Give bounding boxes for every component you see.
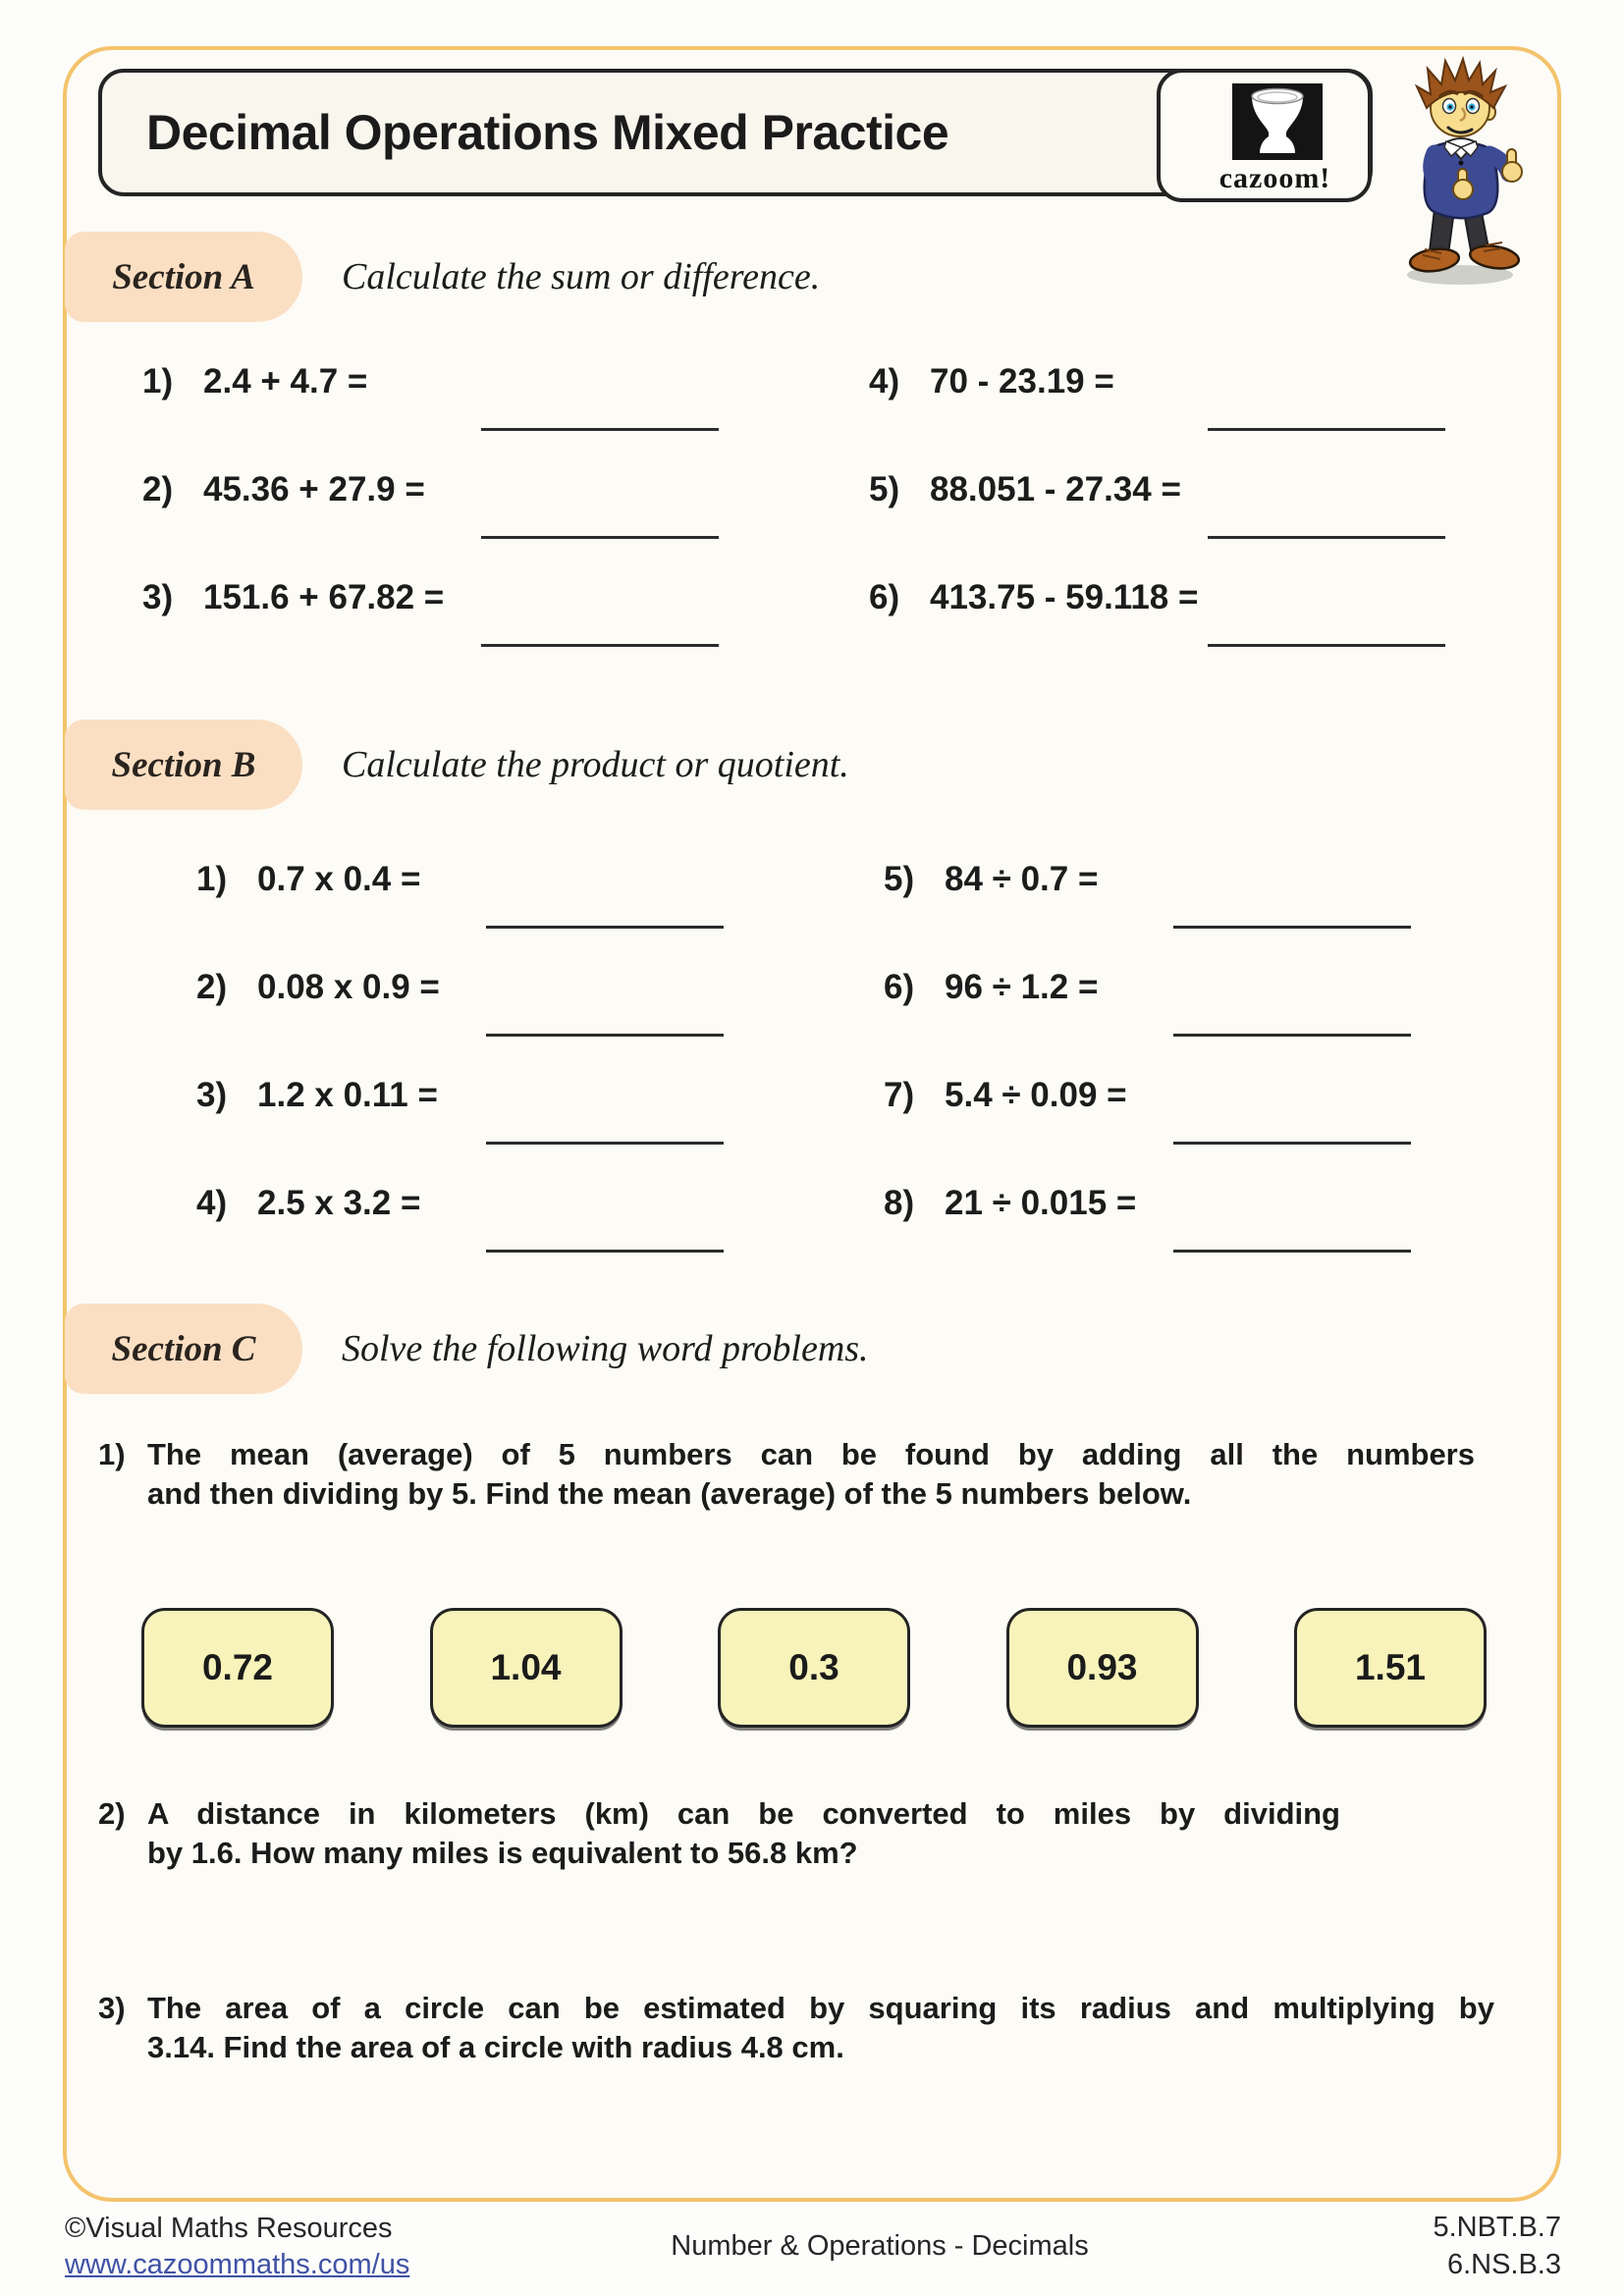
problem-b-4	[98, 1183, 785, 1253]
section-b-instruction: Calculate the product or quotient.	[342, 744, 849, 785]
problem-a-6	[825, 577, 1551, 647]
problem-number: 4)	[869, 362, 900, 400]
section-a	[65, 232, 1560, 647]
problem-expression: 45.36 + 27.9 =	[203, 470, 425, 508]
problem-a-4	[825, 361, 1551, 431]
problem-expression: 1.2 x 0.11 =	[257, 1076, 438, 1114]
problem-a-5	[825, 469, 1551, 539]
problem-text-line2: 3.14. Find the area of a circle with radius 4.8 cm.	[147, 2030, 844, 2064]
problem-number: 1)	[98, 1437, 126, 1471]
section-b	[65, 720, 1560, 1253]
cazoom-logo	[1157, 69, 1372, 202]
problem-text	[147, 1989, 1494, 2067]
page-title: Decimal Operations Mixed Practice	[146, 105, 949, 160]
problem-b-1	[98, 859, 785, 929]
section-c	[65, 1304, 1560, 2067]
number-card: 1.04	[430, 1608, 623, 1728]
problem-expression: 5.4 ÷ 0.09 =	[945, 1076, 1127, 1114]
problem-expression: 21 ÷ 0.015 =	[945, 1184, 1137, 1222]
problem-text-line2: and then dividing by 5. Find the mean (average) of the 5 numbers below.	[147, 1476, 1192, 1511]
problem-number: 6)	[884, 968, 915, 1006]
brand-name: cazoom!	[1218, 162, 1331, 194]
drum-icon	[1232, 83, 1323, 160]
number-card: 1.51	[1294, 1608, 1487, 1728]
problem-expression: 0.7 x 0.4 =	[257, 860, 421, 898]
section-b-problems	[98, 859, 1560, 1253]
answer-line	[1173, 926, 1411, 929]
problem-number: 2)	[98, 1796, 126, 1831]
problem-a-2	[98, 469, 825, 539]
number-card: 0.72	[141, 1608, 334, 1728]
number-cards-row	[141, 1608, 1487, 1728]
section-b-header	[65, 720, 1560, 810]
answer-line	[1173, 1142, 1411, 1145]
problem-number: 8)	[884, 1184, 915, 1222]
problem-number: 4)	[196, 1184, 228, 1222]
problem-text-line1: A distance in kilometers (km) can be converted to miles by dividing	[147, 1796, 1340, 1831]
problem-text	[147, 1435, 1475, 1514]
answer-line	[1208, 644, 1445, 647]
answer-line	[486, 1250, 724, 1253]
footer-standards	[1433, 2209, 1561, 2283]
problem-number: 5)	[884, 860, 915, 898]
problem-expression: 2.4 + 4.7 =	[203, 362, 368, 400]
problem-number: 5)	[869, 470, 900, 508]
number-card: 0.3	[718, 1608, 910, 1728]
problem-number: 3)	[196, 1076, 228, 1114]
problem-number: 1)	[196, 860, 228, 898]
section-c-header	[65, 1304, 1560, 1394]
answer-line	[486, 1142, 724, 1145]
title-box	[98, 69, 1373, 196]
section-c-label: Section C	[65, 1304, 302, 1394]
problem-number: 1)	[142, 362, 174, 400]
section-a-label: Section A	[65, 232, 302, 322]
problem-text-line1: The mean (average) of 5 numbers can be found by adding all the numbers	[147, 1437, 1475, 1471]
problem-number: 3)	[142, 578, 174, 616]
answer-line	[1173, 1034, 1411, 1037]
problem-text-line2: by 1.6. How many miles is equivalent to 56.8 km?	[147, 1836, 858, 1870]
problem-expression: 0.08 x 0.9 =	[257, 968, 440, 1006]
problem-expression: 96 ÷ 1.2 =	[945, 968, 1099, 1006]
answer-line	[1208, 536, 1445, 539]
word-problem-3	[98, 1989, 1560, 2067]
problem-b-5	[785, 859, 1473, 929]
problem-number: 2)	[142, 470, 174, 508]
problem-b-3	[98, 1075, 785, 1145]
problem-text-line1: The area of a circle can be estimated by squaring its radius and multiplying by	[147, 1991, 1494, 2025]
section-a-instruction: Calculate the sum or difference.	[342, 256, 821, 297]
problem-number: 2)	[196, 968, 228, 1006]
problem-expression: 413.75 - 59.118 =	[930, 578, 1199, 616]
answer-line	[486, 1034, 724, 1037]
problem-number: 6)	[869, 578, 900, 616]
footer-copyright-block	[65, 2211, 409, 2283]
answer-line	[481, 428, 719, 431]
section-c-instruction: Solve the following word problems.	[342, 1328, 869, 1369]
problem-a-1	[98, 361, 825, 431]
answer-line	[481, 644, 719, 647]
problem-expression: 70 - 23.19 =	[930, 362, 1114, 400]
standard-code: 6.NS.B.3	[1446, 2249, 1561, 2280]
problem-number: 3)	[98, 1991, 126, 2025]
problem-expression: 88.051 - 27.34 =	[930, 470, 1181, 508]
problem-b-6	[785, 967, 1473, 1037]
answer-line	[481, 536, 719, 539]
answer-line	[1208, 428, 1445, 431]
word-problem-1	[98, 1435, 1560, 1514]
problem-expression: 84 ÷ 0.7 =	[945, 860, 1099, 898]
problem-expression: 2.5 x 3.2 =	[257, 1184, 421, 1222]
problem-a-3	[98, 577, 825, 647]
section-a-problems	[98, 361, 1560, 647]
section-a-header	[65, 232, 1560, 322]
problem-b-8	[785, 1183, 1473, 1253]
standard-code: 5.NBT.B.7	[1433, 2212, 1561, 2243]
problem-b-2	[98, 967, 785, 1037]
word-problem-2	[98, 1794, 1560, 1873]
copyright-text: ©Visual Maths Resources	[65, 2213, 393, 2244]
problem-b-7	[785, 1075, 1473, 1145]
website-link[interactable]: www.cazoommaths.com/us	[65, 2249, 410, 2280]
section-b-label: Section B	[65, 720, 302, 810]
problem-expression: 151.6 + 67.82 =	[203, 578, 445, 616]
answer-line	[1173, 1250, 1411, 1253]
problem-number: 7)	[884, 1076, 915, 1114]
number-card: 0.93	[1006, 1608, 1199, 1728]
answer-line	[486, 926, 724, 929]
problem-text	[147, 1794, 1340, 1873]
footer-topic: Number & Operations - Decimals	[671, 2230, 1089, 2262]
